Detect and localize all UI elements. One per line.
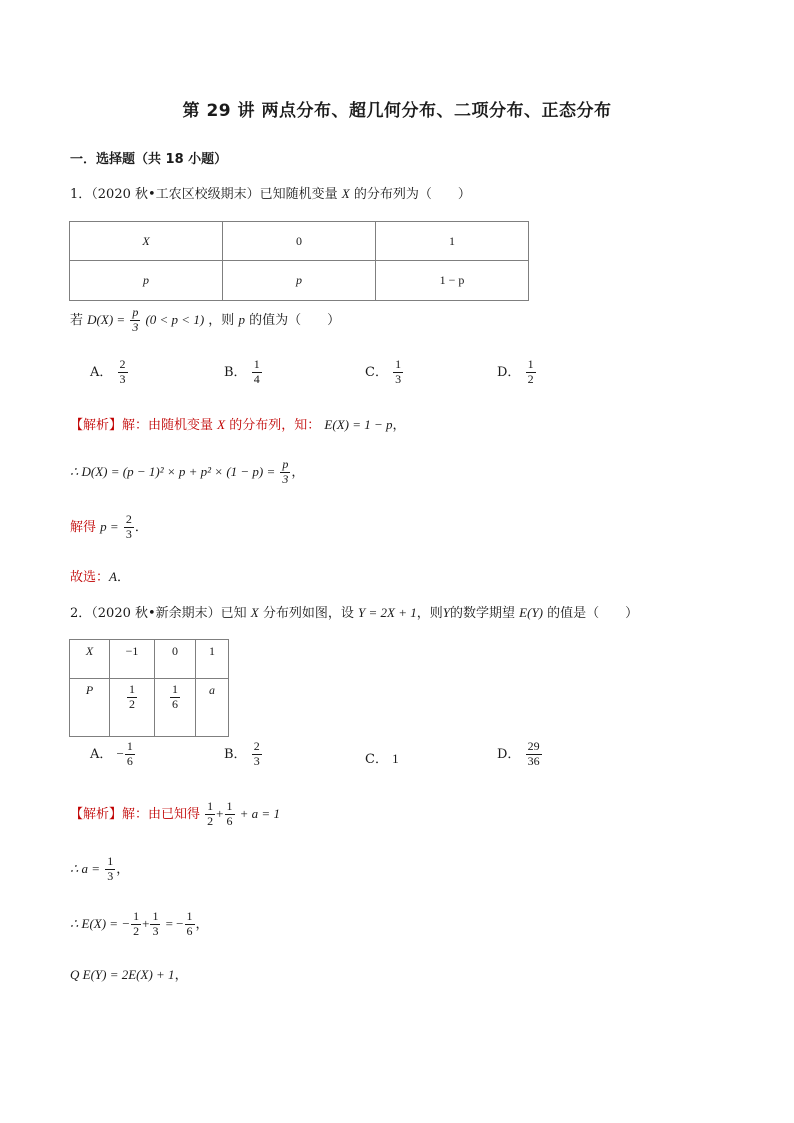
q2-step2-end: ， bbox=[195, 916, 209, 932]
q1-cond-tail: 的值为（ ） bbox=[249, 312, 341, 328]
table-cell bbox=[155, 679, 196, 737]
q2-step1-fraction bbox=[105, 855, 115, 884]
q1-option-d[interactable] bbox=[497, 358, 537, 387]
q1-answer-value: A bbox=[109, 569, 117, 584]
table-cell: −1 bbox=[110, 640, 155, 679]
fraction-denominator: 2 bbox=[207, 813, 214, 828]
section-heading: 一．选择题（共 18 小题） bbox=[70, 152, 228, 167]
table-cell: X bbox=[70, 222, 223, 261]
fraction-denominator: 6 bbox=[226, 813, 233, 828]
fraction-denominator: 4 bbox=[253, 371, 260, 386]
q1-stem-var: X bbox=[341, 186, 350, 201]
fraction-numerator: 1 bbox=[186, 909, 193, 923]
q1-condition bbox=[70, 306, 340, 335]
option-label: A． bbox=[90, 364, 113, 380]
q2-stem-text: 2．（2020 秋•新余期末）已知 bbox=[70, 606, 247, 621]
q1-step2 bbox=[70, 513, 148, 542]
q2-step1-end: ， bbox=[116, 861, 130, 877]
fraction-numerator: 2 bbox=[125, 512, 132, 526]
q1-answer-end: ． bbox=[116, 570, 130, 585]
q2-step2-fraction bbox=[150, 910, 160, 939]
q1-distribution-table bbox=[69, 221, 529, 301]
table-cell: X bbox=[70, 640, 110, 679]
fraction-numerator: 1 bbox=[527, 357, 534, 371]
q2-analysis-tail: + a = 1 bbox=[239, 805, 280, 821]
q1-step1-expr: ∴ D(X) = (p − 1)² × p + p² × (1 − p) = bbox=[70, 463, 276, 479]
fraction-numerator: 1 bbox=[226, 799, 233, 813]
q2-step3-end: ， bbox=[174, 968, 188, 983]
q2-step1 bbox=[70, 855, 129, 884]
fraction-denominator: 3 bbox=[395, 371, 402, 386]
q2-stem-tail: 的值是（ ） bbox=[547, 606, 639, 621]
option-fraction bbox=[393, 358, 403, 387]
option-label: C． bbox=[365, 752, 388, 767]
page-title: 第 29 讲 两点分布、超几何分布、二项分布、正态分布 bbox=[182, 101, 612, 121]
option-fraction bbox=[118, 358, 128, 387]
q2-step2 bbox=[70, 910, 209, 939]
table-cell: 1 bbox=[196, 640, 229, 679]
q2-stem-var: X bbox=[250, 605, 259, 620]
table-cell: 0 bbox=[155, 640, 196, 679]
table-cell: p bbox=[223, 261, 376, 301]
q1-option-b[interactable] bbox=[224, 358, 263, 387]
cell-fraction bbox=[170, 683, 180, 712]
fraction-numerator: 1 bbox=[253, 357, 260, 371]
option-fraction bbox=[252, 740, 262, 769]
q2-stem bbox=[70, 602, 638, 621]
fraction-numerator: 2 bbox=[119, 357, 126, 371]
fraction-denominator: 3 bbox=[107, 868, 114, 883]
fraction-denominator: 3 bbox=[152, 923, 159, 938]
table-cell: 0 bbox=[223, 222, 376, 261]
q2-step2-plus: + bbox=[142, 915, 150, 931]
q1-cond-lhs: D(X) = bbox=[87, 311, 126, 327]
q2-distribution-table bbox=[69, 639, 229, 737]
fraction-denominator: 3 bbox=[132, 319, 139, 334]
option-sign: − bbox=[116, 745, 124, 761]
fraction-denominator: 2 bbox=[133, 923, 140, 938]
fraction-numerator: 29 bbox=[527, 739, 540, 753]
q1-answer bbox=[70, 566, 130, 585]
fraction-denominator: 2 bbox=[129, 696, 135, 711]
fraction-numerator: p bbox=[132, 305, 139, 319]
q1-cond-pre: 若 bbox=[70, 312, 84, 328]
q1-cond-var: p bbox=[238, 311, 245, 327]
fraction-denominator: 36 bbox=[527, 753, 540, 768]
q1-cond-fraction bbox=[130, 306, 140, 335]
fraction-numerator: 1 bbox=[207, 799, 214, 813]
table-cell bbox=[110, 679, 155, 737]
q2-option-c[interactable] bbox=[365, 748, 399, 767]
fraction-numerator: p bbox=[282, 457, 289, 471]
option-label: A． bbox=[90, 746, 113, 762]
option-fraction bbox=[252, 358, 262, 387]
q1-step1 bbox=[70, 458, 304, 487]
q2-option-d[interactable] bbox=[497, 740, 543, 769]
fraction-denominator: 3 bbox=[119, 371, 126, 386]
option-label: B． bbox=[224, 746, 247, 762]
q1-analysis-var: X bbox=[217, 417, 226, 432]
q2-step2-eq: = − bbox=[165, 915, 184, 931]
option-label: B． bbox=[224, 364, 247, 380]
q1-step2-fraction bbox=[124, 513, 134, 542]
q1-analysis-lead: 解：由随机变量 bbox=[122, 418, 214, 433]
q2-analysis-fraction bbox=[205, 800, 215, 829]
q2-step1-pre: ∴ a = bbox=[70, 860, 101, 876]
q1-stem-tail: 的分布列为（ ） bbox=[353, 187, 471, 202]
fraction-denominator: 3 bbox=[125, 526, 132, 541]
q1-answer-label: 故选： bbox=[70, 570, 110, 585]
table-cell: P bbox=[70, 679, 110, 737]
fraction-denominator: 3 bbox=[282, 471, 289, 486]
q1-option-a[interactable] bbox=[90, 358, 129, 387]
q2-analysis bbox=[70, 800, 280, 829]
table-cell: 1 − p bbox=[376, 261, 529, 301]
q1-table-row-values bbox=[70, 222, 529, 261]
q1-step2-pre: 解得 bbox=[70, 519, 97, 535]
q2-step3 bbox=[70, 964, 188, 983]
option-label: D． bbox=[497, 364, 521, 380]
q1-option-c[interactable] bbox=[365, 358, 404, 387]
q2-stem-mid3: 的数学期望 bbox=[450, 606, 516, 621]
option-label: C． bbox=[365, 364, 388, 380]
table-cell: a bbox=[196, 679, 229, 737]
fraction-denominator: 6 bbox=[172, 696, 178, 711]
option-value: 1 bbox=[392, 751, 399, 766]
fraction-numerator: 1 bbox=[126, 739, 133, 753]
fraction-numerator: 2 bbox=[253, 739, 260, 753]
q2-step2-fraction bbox=[131, 910, 141, 939]
fraction-numerator: 1 bbox=[152, 909, 159, 923]
fraction-numerator: 1 bbox=[133, 909, 140, 923]
q1-table-row-probs bbox=[70, 261, 529, 301]
q1-cond-range: (0 < p < 1) bbox=[145, 311, 205, 327]
q1-analysis-expr: E(X) = 1 − p bbox=[324, 417, 393, 432]
q2-analysis-plus: + bbox=[216, 805, 224, 821]
fraction-numerator: 1 bbox=[129, 682, 135, 696]
q1-step1-end: ， bbox=[291, 464, 305, 480]
option-fraction bbox=[526, 358, 536, 387]
fraction-denominator: 3 bbox=[253, 753, 260, 768]
q1-step2-end: ． bbox=[134, 519, 148, 535]
q1-step1-fraction bbox=[280, 458, 290, 487]
analysis-tag: 【解析】 bbox=[70, 418, 123, 433]
cell-fraction bbox=[127, 683, 137, 712]
q2-analysis-lead: 解：由已知得 bbox=[122, 806, 201, 822]
q1-stem-text: 1．（2020 秋•工农区校级期末）已知随机变量 bbox=[70, 187, 338, 202]
option-fraction bbox=[526, 740, 542, 769]
option-fraction bbox=[125, 740, 135, 769]
q1-analysis-mid: 的分布列，知： bbox=[229, 418, 321, 433]
table-cell: p bbox=[70, 261, 223, 301]
fraction-numerator: 1 bbox=[172, 682, 178, 696]
analysis-tag: 【解析】 bbox=[70, 806, 123, 822]
q2-option-b[interactable] bbox=[224, 740, 263, 769]
q2-table-row-probs bbox=[70, 679, 229, 737]
q1-analysis-end: ， bbox=[392, 418, 406, 433]
q1-step2-expr: p = bbox=[100, 518, 119, 534]
fraction-numerator: 1 bbox=[107, 854, 114, 868]
option-label: D． bbox=[497, 746, 521, 762]
q1-stem bbox=[70, 183, 471, 202]
q2-analysis-fraction bbox=[225, 800, 235, 829]
fraction-denominator: 6 bbox=[186, 923, 193, 938]
q1-cond-mid: ，则 bbox=[208, 312, 235, 328]
q2-step2-pre: ∴ E(X) = − bbox=[70, 915, 131, 931]
q2-stem-expr2: E(Y) bbox=[519, 605, 544, 620]
table-cell: 1 bbox=[376, 222, 529, 261]
fraction-denominator: 2 bbox=[527, 371, 534, 386]
fraction-numerator: 1 bbox=[395, 357, 402, 371]
q1-analysis bbox=[70, 414, 406, 433]
q2-step3-expr: Q E(Y) = 2E(X) + 1 bbox=[70, 967, 175, 982]
q2-table-row-values bbox=[70, 640, 229, 679]
q2-stem-mid: 分布列如图，设 bbox=[262, 606, 354, 621]
fraction-denominator: 6 bbox=[126, 753, 133, 768]
q2-step2-fraction bbox=[185, 910, 195, 939]
q2-stem-mid2: ，则 bbox=[416, 606, 443, 621]
q2-stem-expr: Y = 2X + 1 bbox=[358, 605, 417, 620]
q2-stem-var2: Y bbox=[442, 605, 451, 620]
q2-option-a[interactable] bbox=[90, 740, 136, 769]
